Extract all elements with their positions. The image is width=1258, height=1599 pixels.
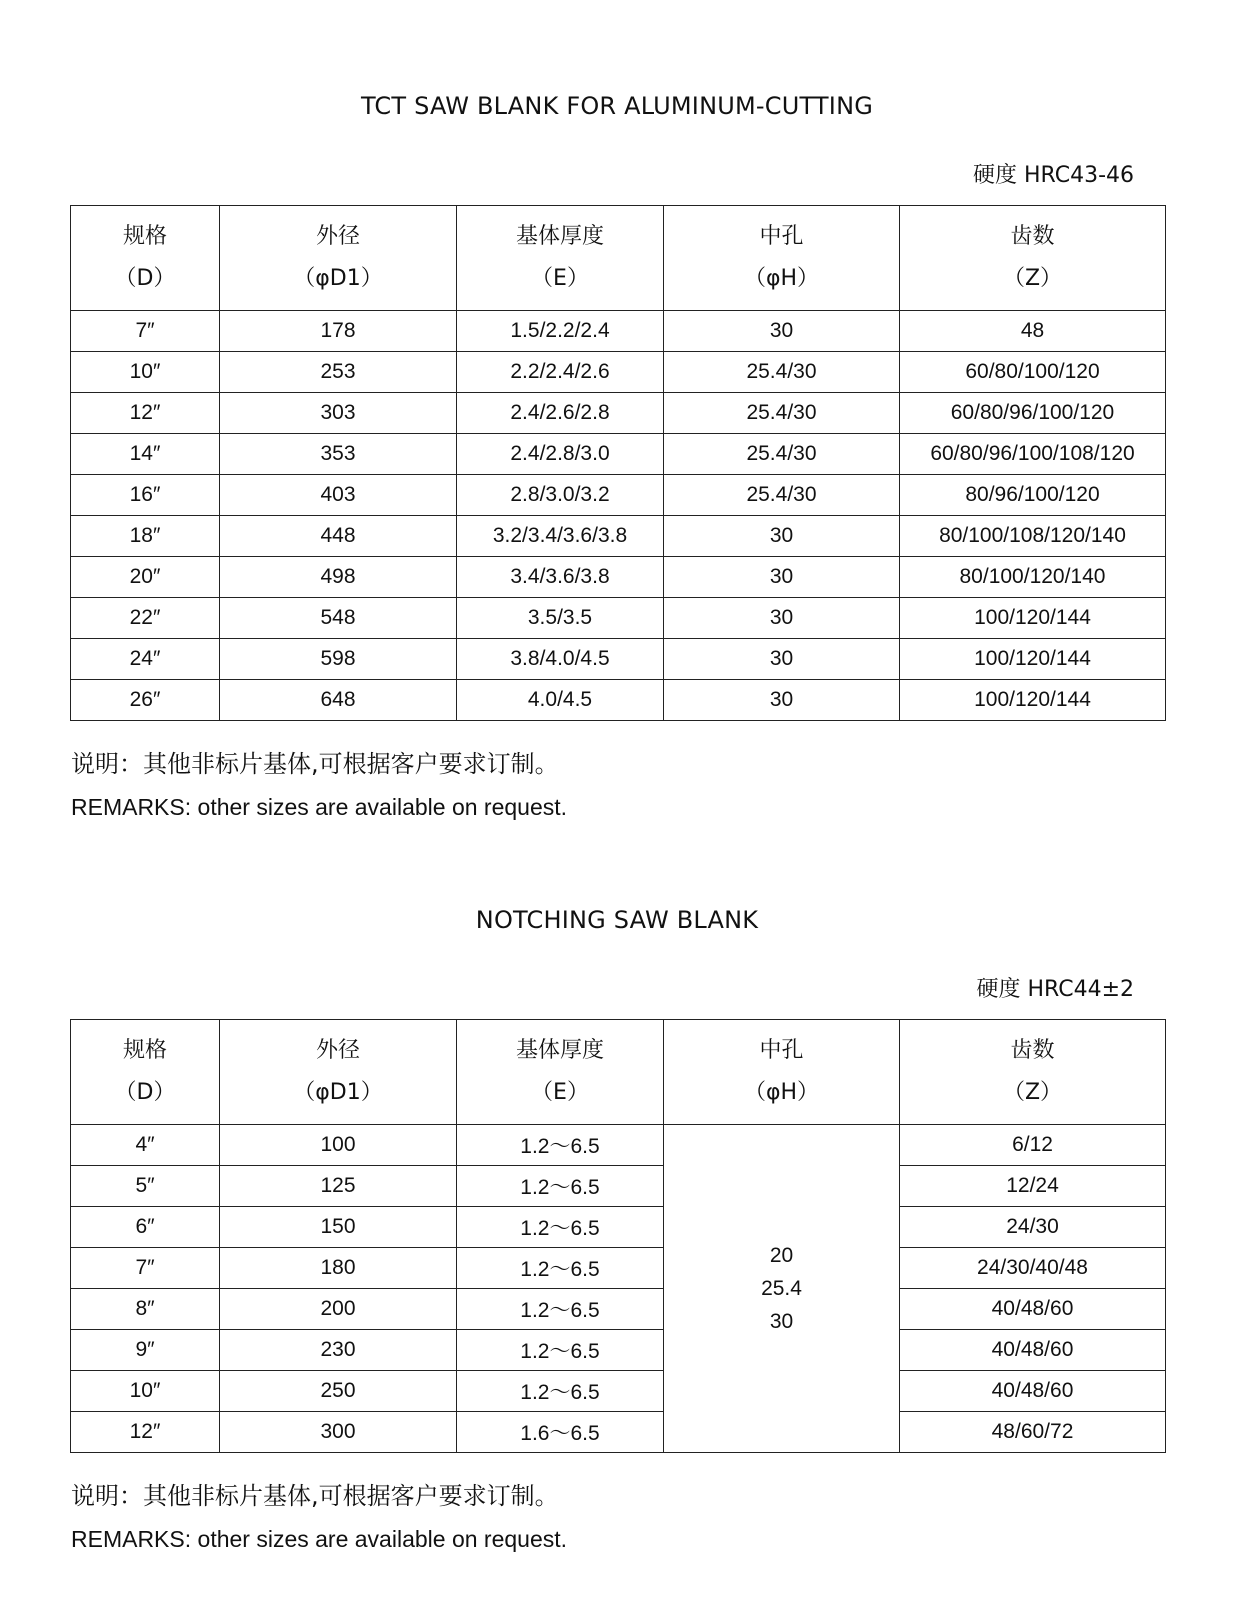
cell-teeth: 80/100/108/120/140 — [900, 516, 1166, 557]
cell-size: 12″ — [71, 393, 220, 434]
table-row — [71, 1412, 1166, 1453]
cell-body-thickness: 2.8/3.0/3.2 — [457, 475, 664, 516]
cell-bore: 25.4/30 — [664, 352, 900, 393]
cell-body-thickness: 2.2/2.4/2.6 — [457, 352, 664, 393]
cell-body-thickness: 1.2～6.5 — [457, 1330, 664, 1371]
bore-value: 20 — [769, 1244, 794, 1267]
table-row — [71, 1371, 1166, 1412]
cell-body-thickness: 3.8/4.0/4.5 — [457, 639, 664, 680]
cell-size: 26″ — [71, 680, 220, 721]
cell-body-thickness: 4.0/4.5 — [457, 680, 664, 721]
section1-note-en: REMARKS: other sizes are available on request. — [71, 794, 568, 820]
cell-body-thickness: 2.4/2.8/3.0 — [457, 434, 664, 475]
cell-bore: 30 — [664, 311, 900, 352]
cell-teeth: 80/96/100/120 — [900, 475, 1166, 516]
table-header-row — [71, 1020, 1166, 1125]
cell-bore: 30 — [664, 516, 900, 557]
cell-bore: 25.4/30 — [664, 475, 900, 516]
table-row — [71, 1330, 1166, 1371]
cell-size: 14″ — [71, 434, 220, 475]
cell-teeth: 80/100/120/140 — [900, 557, 1166, 598]
table-row — [71, 393, 1166, 434]
table-row — [71, 352, 1166, 393]
cell-teeth: 40/48/60 — [900, 1330, 1166, 1371]
cell-body-thickness: 1.2～6.5 — [457, 1166, 664, 1207]
cell-size: 8″ — [71, 1289, 220, 1330]
cell-size: 22″ — [71, 598, 220, 639]
cell-teeth: 100/120/144 — [900, 680, 1166, 721]
header-size: 规格 （D） — [71, 1020, 220, 1125]
cell-body-thickness: 1.2～6.5 — [457, 1207, 664, 1248]
cell-teeth: 6/12 — [900, 1125, 1166, 1166]
cell-outer-diameter: 548 — [220, 598, 457, 639]
cell-size: 9″ — [71, 1330, 220, 1371]
cell-bore: 30 — [664, 557, 900, 598]
cell-body-thickness: 1.5/2.2/2.4 — [457, 311, 664, 352]
table-row — [71, 557, 1166, 598]
bore-value: 30 — [769, 1310, 794, 1333]
header-body-thickness: 基体厚度 （E） — [457, 1020, 664, 1125]
cell-size: 7″ — [71, 1248, 220, 1289]
table-row — [71, 639, 1166, 680]
header-teeth: 齿数 （Z） — [900, 1020, 1166, 1125]
cell-teeth: 24/30 — [900, 1207, 1166, 1248]
cell-bore: 30 — [664, 639, 900, 680]
table-row — [71, 1248, 1166, 1289]
header-size: 规格 （D） — [71, 206, 220, 311]
cell-size: 20″ — [71, 557, 220, 598]
cell-body-thickness: 1.2～6.5 — [457, 1289, 664, 1330]
cell-size: 16″ — [71, 475, 220, 516]
cell-outer-diameter: 150 — [220, 1207, 457, 1248]
cell-body-thickness: 1.2～6.5 — [457, 1371, 664, 1412]
table-row — [71, 475, 1166, 516]
section2-title: NOTCHING SAW BLANK — [475, 906, 759, 934]
cell-bore: 30 — [664, 598, 900, 639]
header-teeth: 齿数 （Z） — [900, 206, 1166, 311]
header-body-thickness: 基体厚度 （E） — [457, 206, 664, 311]
table-row — [71, 1166, 1166, 1207]
cell-size: 18″ — [71, 516, 220, 557]
cell-size: 24″ — [71, 639, 220, 680]
cell-outer-diameter: 498 — [220, 557, 457, 598]
table-row — [71, 311, 1166, 352]
cell-body-thickness: 3.4/3.6/3.8 — [457, 557, 664, 598]
section1-note-cn: 说明：其他非标片基体,可根据客户要求订制。 — [71, 750, 559, 778]
cell-bore: 30 — [664, 680, 900, 721]
cell-outer-diameter: 598 — [220, 639, 457, 680]
table-row — [71, 1207, 1166, 1248]
header-bore: 中孔 （φH） — [664, 1020, 900, 1125]
cell-bore: 25.4/30 — [664, 393, 900, 434]
cell-body-thickness: 3.2/3.4/3.6/3.8 — [457, 516, 664, 557]
header-outer-diameter: 外径 （φD1） — [220, 206, 457, 311]
section2-hardness: 硬度 HRC44±2 — [976, 977, 1134, 1002]
cell-body-thickness: 1.2～6.5 — [457, 1248, 664, 1289]
cell-teeth: 12/24 — [900, 1166, 1166, 1207]
table-row — [71, 434, 1166, 475]
section2-note-cn: 说明：其他非标片基体,可根据客户要求订制。 — [71, 1482, 559, 1510]
cell-teeth: 48/60/72 — [900, 1412, 1166, 1453]
header-outer-diameter: 外径 （φD1） — [220, 1020, 457, 1125]
cell-outer-diameter: 300 — [220, 1412, 457, 1453]
cell-size: 10″ — [71, 352, 220, 393]
cell-teeth: 60/80/100/120 — [900, 352, 1166, 393]
table-row — [71, 598, 1166, 639]
cell-teeth: 100/120/144 — [900, 639, 1166, 680]
cell-size: 4″ — [71, 1125, 220, 1166]
cell-teeth: 24/30/40/48 — [900, 1248, 1166, 1289]
section1-hardness: 硬度 HRC43-46 — [972, 163, 1134, 188]
section1-title: TCT SAW BLANK FOR ALUMINUM-CUTTING — [360, 92, 874, 120]
cell-outer-diameter: 253 — [220, 352, 457, 393]
table-row — [71, 680, 1166, 721]
cell-body-thickness: 1.2～6.5 — [457, 1125, 664, 1166]
cell-body-thickness: 1.6～6.5 — [457, 1412, 664, 1453]
cell-outer-diameter: 200 — [220, 1289, 457, 1330]
cell-outer-diameter: 100 — [220, 1125, 457, 1166]
cell-bore-merged — [664, 1125, 900, 1453]
cell-size: 7″ — [71, 311, 220, 352]
table-row — [71, 1289, 1166, 1330]
cell-outer-diameter: 230 — [220, 1330, 457, 1371]
section2-note-en: REMARKS: other sizes are available on request. — [71, 1526, 568, 1552]
cell-outer-diameter: 180 — [220, 1248, 457, 1289]
cell-outer-diameter: 250 — [220, 1371, 457, 1412]
cell-size: 5″ — [71, 1166, 220, 1207]
cell-size: 10″ — [71, 1371, 220, 1412]
cell-size: 6″ — [71, 1207, 220, 1248]
cell-body-thickness: 3.5/3.5 — [457, 598, 664, 639]
cell-size: 12″ — [71, 1412, 220, 1453]
cell-outer-diameter: 303 — [220, 393, 457, 434]
cell-outer-diameter: 178 — [220, 311, 457, 352]
table-row — [71, 1125, 1166, 1166]
cell-teeth: 48 — [900, 311, 1166, 352]
tct-saw-blank-table — [70, 205, 1166, 721]
cell-outer-diameter: 403 — [220, 475, 457, 516]
cell-teeth: 40/48/60 — [900, 1371, 1166, 1412]
table-header-row — [71, 206, 1166, 311]
notching-saw-blank-table — [70, 1019, 1166, 1453]
cell-body-thickness: 2.4/2.6/2.8 — [457, 393, 664, 434]
cell-teeth: 40/48/60 — [900, 1289, 1166, 1330]
header-bore: 中孔 （φH） — [664, 206, 900, 311]
cell-bore: 25.4/30 — [664, 434, 900, 475]
cell-outer-diameter: 353 — [220, 434, 457, 475]
cell-outer-diameter: 648 — [220, 680, 457, 721]
cell-teeth: 60/80/96/100/108/120 — [900, 434, 1166, 475]
cell-teeth: 60/80/96/100/120 — [900, 393, 1166, 434]
cell-outer-diameter: 125 — [220, 1166, 457, 1207]
cell-outer-diameter: 448 — [220, 516, 457, 557]
bore-value: 25.4 — [761, 1277, 802, 1300]
cell-teeth: 100/120/144 — [900, 598, 1166, 639]
table-row — [71, 516, 1166, 557]
